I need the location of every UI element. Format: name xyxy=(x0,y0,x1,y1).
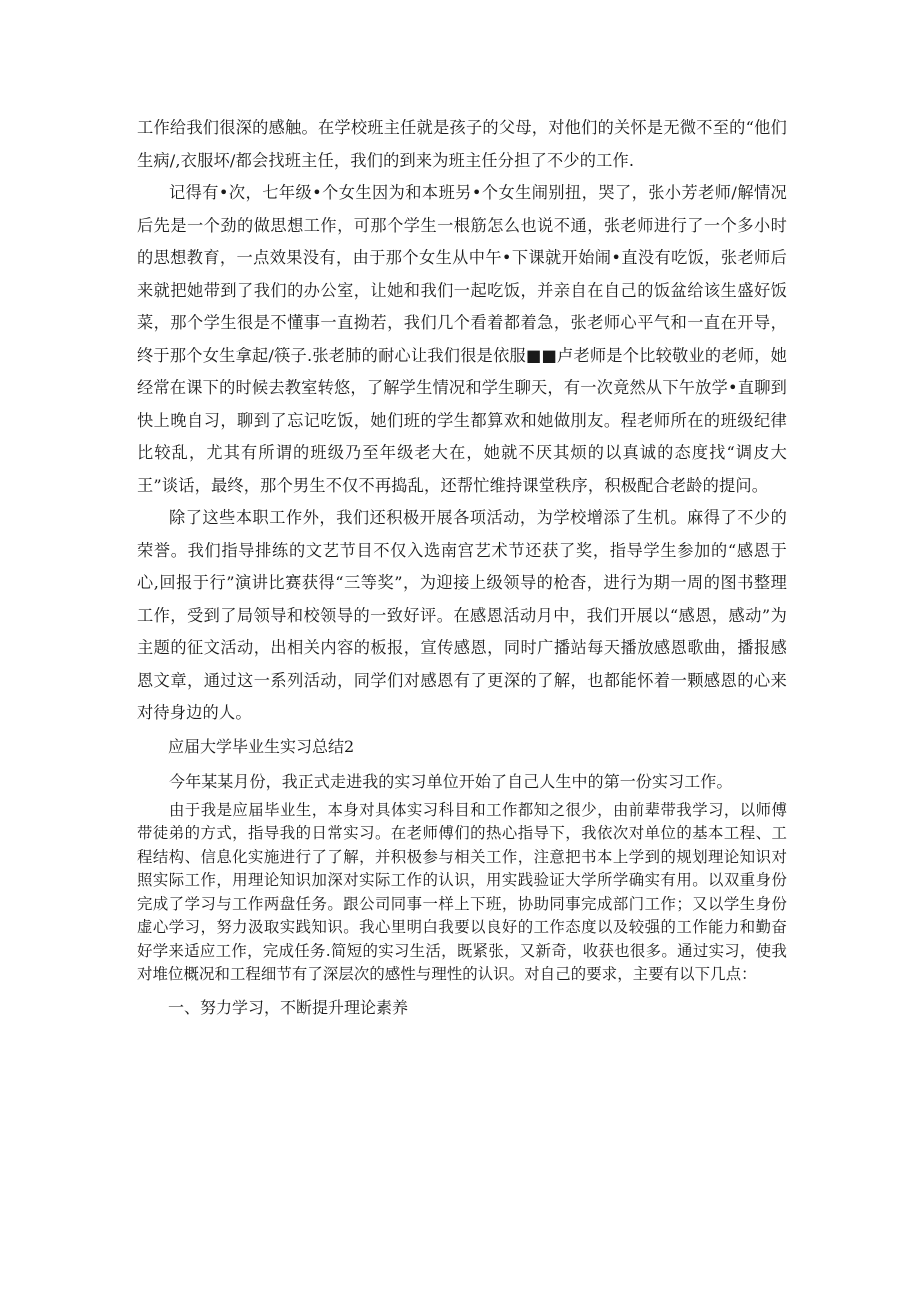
document-body xyxy=(137,112,787,1023)
section-paragraph-1: 今年某某月份，我正式走进我的实习单位开始了自己人生中的第一份实习工作。 xyxy=(169,771,733,791)
paragraph-3: 除了这些本职工作外，我们还积极开展各项活动，为学校增添了生机。麻得了不少的荣誉。我们指导排练的文艺节目不仅入选南宫艺术节还获了奖，指导学生参加的“感恩于心,回报于行”演讲比赛获得“三等奖”，为迎接上级领导的枪杳，进行为期一周的图书整理工作，受到了局领导和校领导的一致好评。在感恩活动月中，我们开展以“感恩，感动”为主题的征文活动，出相关内容的板报，宣传感恩，同时广播站每天播放感恩歌曲，播报感恩文章，通过这一系列活动，同学们对感恩有了更深的了解，也都能怀着一颗感恩的心来对待身边的人。 xyxy=(137,508,787,722)
section-title: 应届大学毕业生实习总结2 xyxy=(168,736,355,756)
sub-heading: 一、努力学习，不断提升理论素养 xyxy=(168,997,409,1017)
paragraph-2: 记得有•次，七年级•个女生因为和本班另•个女生闹别扭，哭了，张小芳老师/解情况后先是一个劲的做思想工作，可那个学生一根筋怎么也说不通，张老师进行了一个多小时的思想教育，一点效果没有，由于那个女生从中午•下课就开始闹•直没有吃饭，张老师后来就把她带到了我们的办公室，让她和我们一起吃饭，并亲自在自己的饭盆给该生盛好饭菜，那个学生很是不懂事一直拗若，我们几个看着都着急，张老师心平气和一直在开导，终于那个女生拿起/筷子.张老肺的耐心让我们很是依服■■卢老师是个比较敬业的老师，她经常在课下的时候去教室转悠，了解学生情况和学生聊天，有一次竟然从下午放学•直聊到快上晚自习，聊到了忘记吃饭，她们班的学生都算欢和她做刖友。程老师所在的班级纪律比较乱，尤其有所谓的班级乃至年级老大在，她就不厌其烦的以真诚的态度找“调皮大王”谈话，最终，那个男生不仅不再捣乱，还帮忙维持课堂秩序，积极配合老龄的提问。 xyxy=(137,183,787,495)
paragraph-1: 工作给我们很深的感触。在学校班主任就是孩子的父母，对他们的关怀是无微不至的“他们生病/,衣服坏/都会找班主任，我们的到来为班主任分担了不少的工作. xyxy=(137,118,787,170)
section-paragraph-2: 由于我是应届毕业生，本身对具体实习科目和工作都知之很少，由前辈带我学习，以师傅带徒弟的方式，指导我的日常实习。在老师傅们的热心指导下，我依次对单位的基本工程、工程结构、信息化实施进行了了解，并积极参与相关工作，注意把书本上学到的规划理论知识对照实际工作，用理论知识加深对实际工作的认识，用实践验证大学所学确实有用。以双重身份完成了学习与工作两盘任务。跟公司同事一样上下班，协助同事完成部门工作；又以学生身份虚心学习，努力汲取实践知识。我心里明白我要以良好的工作态度以及较强的工作能力和勤奋好学来适应工作，完成任务.简短的实习生活，既紧张，又新奇，收获也很多。通过实习，使我对堆位概况和工程细节有了深层次的感性与理性的认识。对自己的要求，主要有以下几点： xyxy=(137,800,787,983)
